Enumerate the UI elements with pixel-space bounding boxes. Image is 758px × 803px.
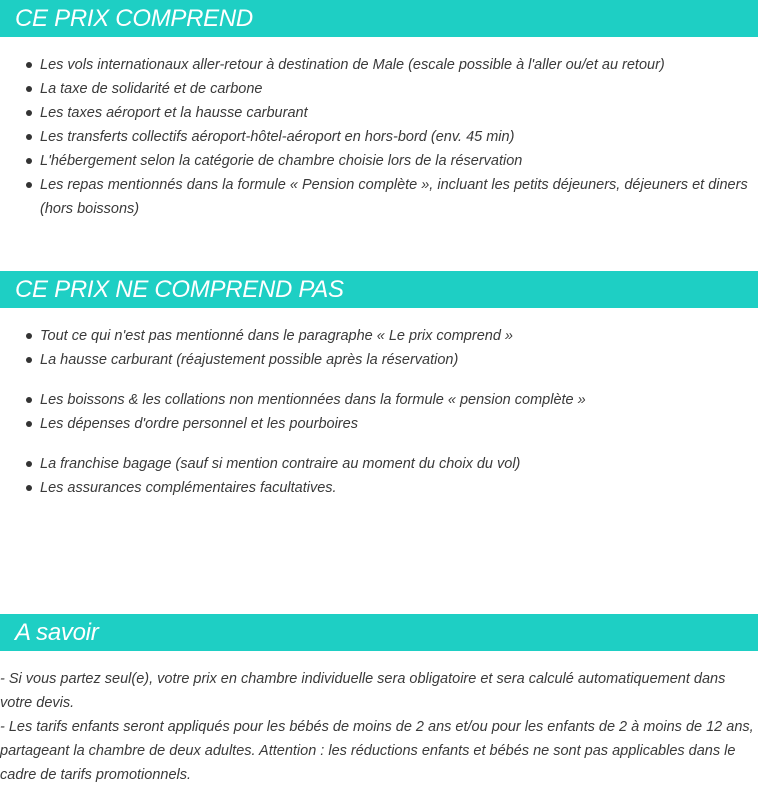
included-list: [0, 53, 758, 221]
list-item: Les repas mentionnés dans la formule « Pension complète », incluant les petits déjeuners, déjeuners et diners (hors boissons): [0, 173, 758, 221]
list-item: Les dépenses d'ordre personnel et les pourboires: [0, 412, 758, 436]
section-title-info: A savoir: [15, 619, 99, 646]
list-item: Les taxes aéroport et la hausse carburant: [0, 101, 758, 125]
bullet-icon: [26, 421, 32, 427]
bullet-icon: [26, 62, 32, 68]
section-header-excluded: [0, 271, 758, 308]
section-header-included: [0, 0, 758, 37]
list-item: L'hébergement selon la catégorie de chambre choisie lors de la réservation: [0, 149, 758, 173]
info-text: [0, 667, 758, 787]
info-paragraph: - Si vous partez seul(e), votre prix en chambre individuelle sera obligatoire et sera calculé automatiquement dans votre devis.: [0, 671, 726, 711]
bullet-icon: [26, 182, 32, 188]
list-item: Les assurances complémentaires facultatives.: [0, 476, 758, 500]
list-item: Les transferts collectifs aéroport-hôtel-aéroport en hors-bord (env. 45 min): [0, 125, 758, 149]
bullet-icon: [26, 158, 32, 164]
section-title-included: CE PRIX COMPREND: [15, 5, 253, 32]
list-item: Tout ce qui n'est pas mentionné dans le paragraphe « Le prix comprend »: [0, 324, 758, 348]
bullet-icon: [26, 357, 32, 363]
bullet-icon: [26, 397, 32, 403]
bullet-icon: [26, 110, 32, 116]
bullet-icon: [26, 461, 32, 467]
section-title-excluded: CE PRIX NE COMPREND PAS: [15, 276, 344, 303]
info-paragraph: - Les tarifs enfants seront appliqués pour les bébés de moins de 2 ans et/ou pour les enfants de 2 à moins de 12 ans, partageant la chambre de deux adultes. Attention : les réductions enfants et bébés ne sont pas applicables dans le cadre de tarifs promotionnels.: [0, 719, 754, 783]
excluded-list: [0, 324, 758, 500]
list-item: La franchise bagage (sauf si mention contraire au moment du choix du vol): [0, 452, 758, 476]
list-item: La hausse carburant (réajustement possible après la réservation): [0, 348, 758, 372]
section-header-info: [0, 614, 758, 651]
list-item: Les boissons & les collations non mentionnées dans la formule « pension complète »: [0, 388, 758, 412]
bullet-icon: [26, 86, 32, 92]
list-item: La taxe de solidarité et de carbone: [0, 77, 758, 101]
bullet-icon: [26, 333, 32, 339]
bullet-icon: [26, 485, 32, 491]
bullet-icon: [26, 134, 32, 140]
list-item: Les vols internationaux aller-retour à destination de Male (escale possible à l'aller ou/et au retour): [0, 53, 758, 77]
